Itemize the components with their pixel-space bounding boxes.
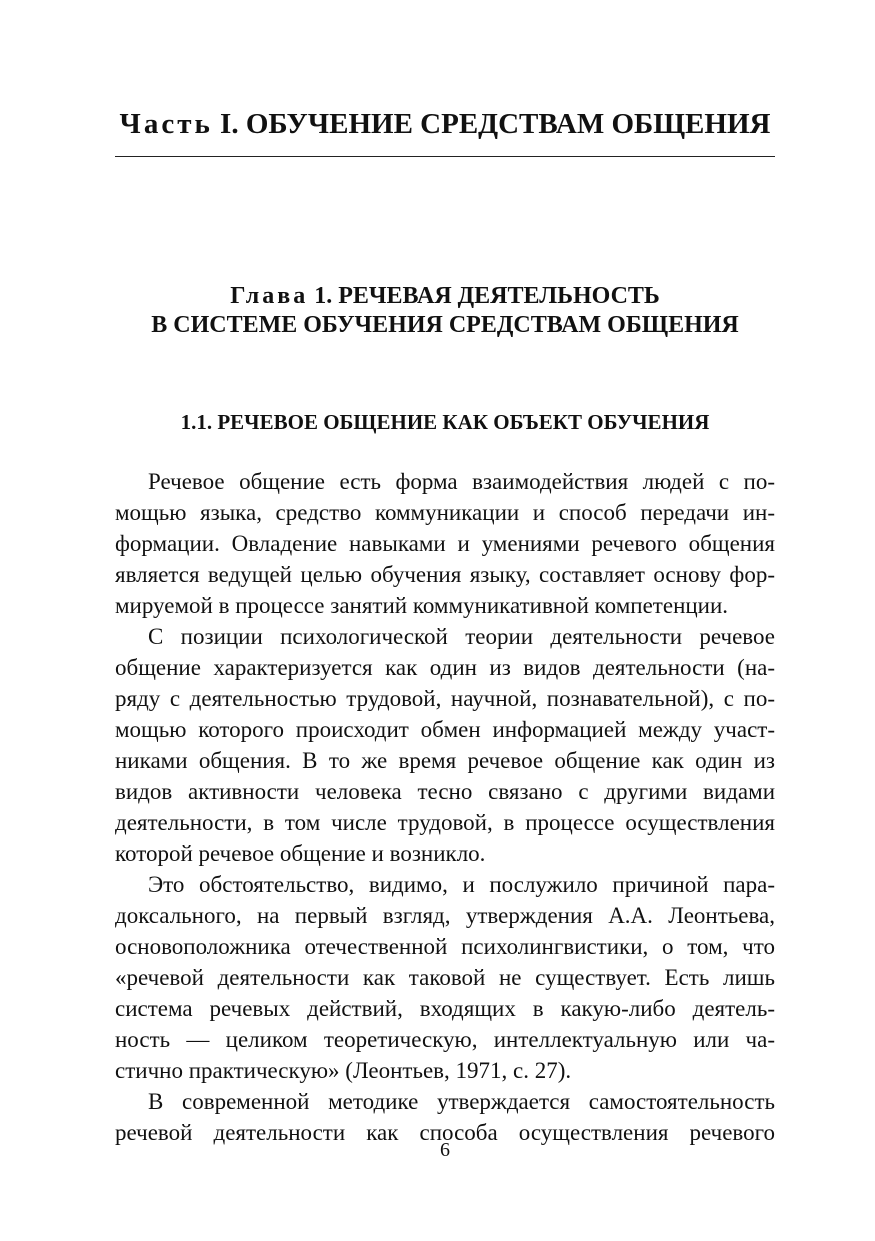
text-line: является ведущей целью обучения языку, составляет основу фор- — [115, 562, 775, 587]
paragraph — [115, 621, 775, 869]
text-line: мируемой в процессе занятий коммуникативной компетенции. — [115, 593, 729, 618]
text-line: стично практическую» (Леонтьев, 1971, с. 27). — [115, 1058, 572, 1083]
text-line: Это обстоятельство, видимо, и послужило причиной пара- — [148, 872, 775, 897]
paragraph — [115, 466, 775, 621]
text-line: Речевое общение есть форма взаимодействия людей с по- — [148, 469, 775, 494]
text-line: доксального, на первый взгляд, утверждения А.А. Леонтьева, — [115, 903, 775, 928]
part-label: Часть — [119, 108, 213, 140]
text-line: видов активности человека тесно связано с другими видами — [115, 779, 775, 804]
text-line: деятельности, в том числе трудовой, в процессе осуществления — [115, 810, 775, 835]
page-number: 6 — [440, 1139, 450, 1161]
text-line: мощью языка, средство коммуникации и способ передачи ин- — [115, 500, 775, 525]
part-name: I. ОБУЧЕНИЕ СРЕДСТВАМ ОБЩЕНИЯ — [220, 108, 771, 140]
text-line: С позиции психологической теории деятельности речевое — [148, 624, 775, 649]
chapter-title — [115, 282, 775, 340]
title-divider — [115, 156, 775, 157]
text-line: система речевых действий, входящих в какую-либо деятель- — [115, 996, 775, 1021]
text-line: В современной методике утверждается самостоятельность — [148, 1089, 775, 1114]
text-line: основоположника отечественной психолингвистики, о том, что — [115, 934, 775, 959]
chapter-name-part-1: 1. РЕЧЕВАЯ ДЕЯТЕЛЬНОСТЬ — [314, 283, 660, 309]
section-title: 1.1. РЕЧЕВОЕ ОБЩЕНИЕ КАК ОБЪЕКТ ОБУЧЕНИЯ — [180, 410, 710, 434]
part-title — [115, 104, 775, 144]
text-line: мощью которого происходит обмен информацией между участ- — [115, 717, 775, 742]
text-line: формации. Овладение навыками и умениями речевого общения — [115, 531, 775, 556]
text-line: которой речевое общение и возникло. — [115, 841, 486, 866]
text-line: ность — целиком теоретическую, интеллектуальную или ча- — [115, 1027, 775, 1052]
chapter-title-line-1 — [115, 282, 775, 311]
text-line: ряду с деятельностью трудовой, научной, познавательной), с по- — [115, 686, 775, 711]
chapter-name-part-2: В СИСТЕМЕ ОБУЧЕНИЯ СРЕДСТВАМ ОБЩЕНИЯ — [151, 312, 739, 338]
text-line: «речевой деятельности как таковой не существует. Есть лишь — [115, 965, 775, 990]
text-line: речевой деятельности как способа осуществления речевого — [115, 1120, 775, 1145]
paragraph — [115, 869, 775, 1086]
chapter-label: Глава — [230, 283, 309, 309]
body-text — [115, 466, 775, 1148]
text-line: никами общения. В то же время речевое общение как один из — [115, 748, 775, 773]
text-line: общение характеризуется как один из видов деятельности (на- — [115, 655, 775, 680]
